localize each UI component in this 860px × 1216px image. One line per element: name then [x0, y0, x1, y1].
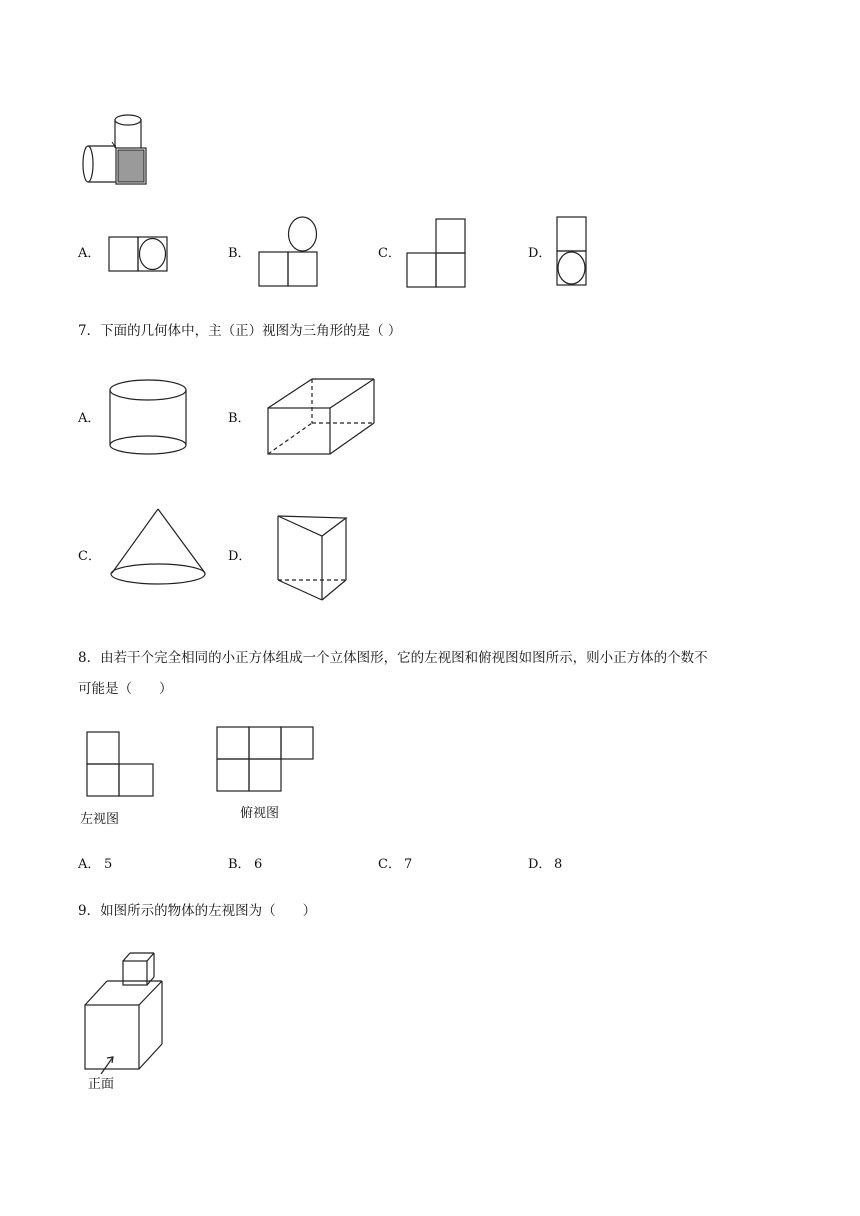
q7-question-text: 7．下面的几何体中，主（正）视图为三角形的是（ ）	[78, 323, 402, 339]
q9-solid-figure	[80, 950, 170, 1075]
q6-option-d-label: D．	[528, 246, 552, 261]
q6-option-c-figure	[406, 218, 468, 288]
q8-left-view-label: 左视图	[80, 812, 120, 827]
q8-option-b-label: B．	[228, 857, 251, 872]
q6-solid-figure	[78, 110, 153, 190]
q7-option-b-cuboid	[264, 376, 380, 458]
q8-top-view-label: 俯视图	[240, 806, 280, 821]
q7-option-c-cone	[108, 506, 210, 588]
q8-question-line-2: 可能是（ ）	[78, 681, 173, 697]
q8-option-d-value: 8	[554, 857, 563, 872]
q7-option-a-label: A．	[78, 411, 101, 426]
q6-option-a-label: A．	[78, 246, 101, 261]
q7-option-a-cylinder	[108, 375, 190, 457]
q6-option-b-label: B．	[228, 246, 251, 261]
q6-option-c-label: C．	[378, 246, 401, 261]
q8-top-view-figure	[216, 726, 316, 794]
q7-option-b-label: B．	[228, 411, 251, 426]
q8-left-view-figure	[86, 730, 156, 798]
q9-question-text: 9．如图所示的物体的左视图为（ ）	[78, 903, 317, 919]
q6-option-d-figure	[556, 216, 588, 286]
q8-option-d-label: D．	[528, 857, 552, 872]
q8-option-c-label: C．	[378, 857, 401, 872]
q7-option-d-prism	[272, 512, 354, 604]
q7-option-c-label: C．	[78, 549, 101, 564]
q8-option-a-label: A．	[78, 857, 101, 872]
q8-option-c-value: 7	[404, 857, 413, 872]
q8-option-a-value: 5	[104, 857, 113, 872]
q7-option-d-label: D．	[228, 549, 252, 564]
q6-option-b-figure	[258, 216, 320, 288]
q6-option-a-figure	[108, 236, 168, 272]
q8-question-line-1: 8．由若干个完全相同的小正方体组成一个立体图形，它的左视图和俯视图如图所示，则小正方体的个数不	[78, 650, 708, 666]
q9-front-label: 正面	[88, 1077, 115, 1092]
q8-option-b-value: 6	[254, 857, 263, 872]
